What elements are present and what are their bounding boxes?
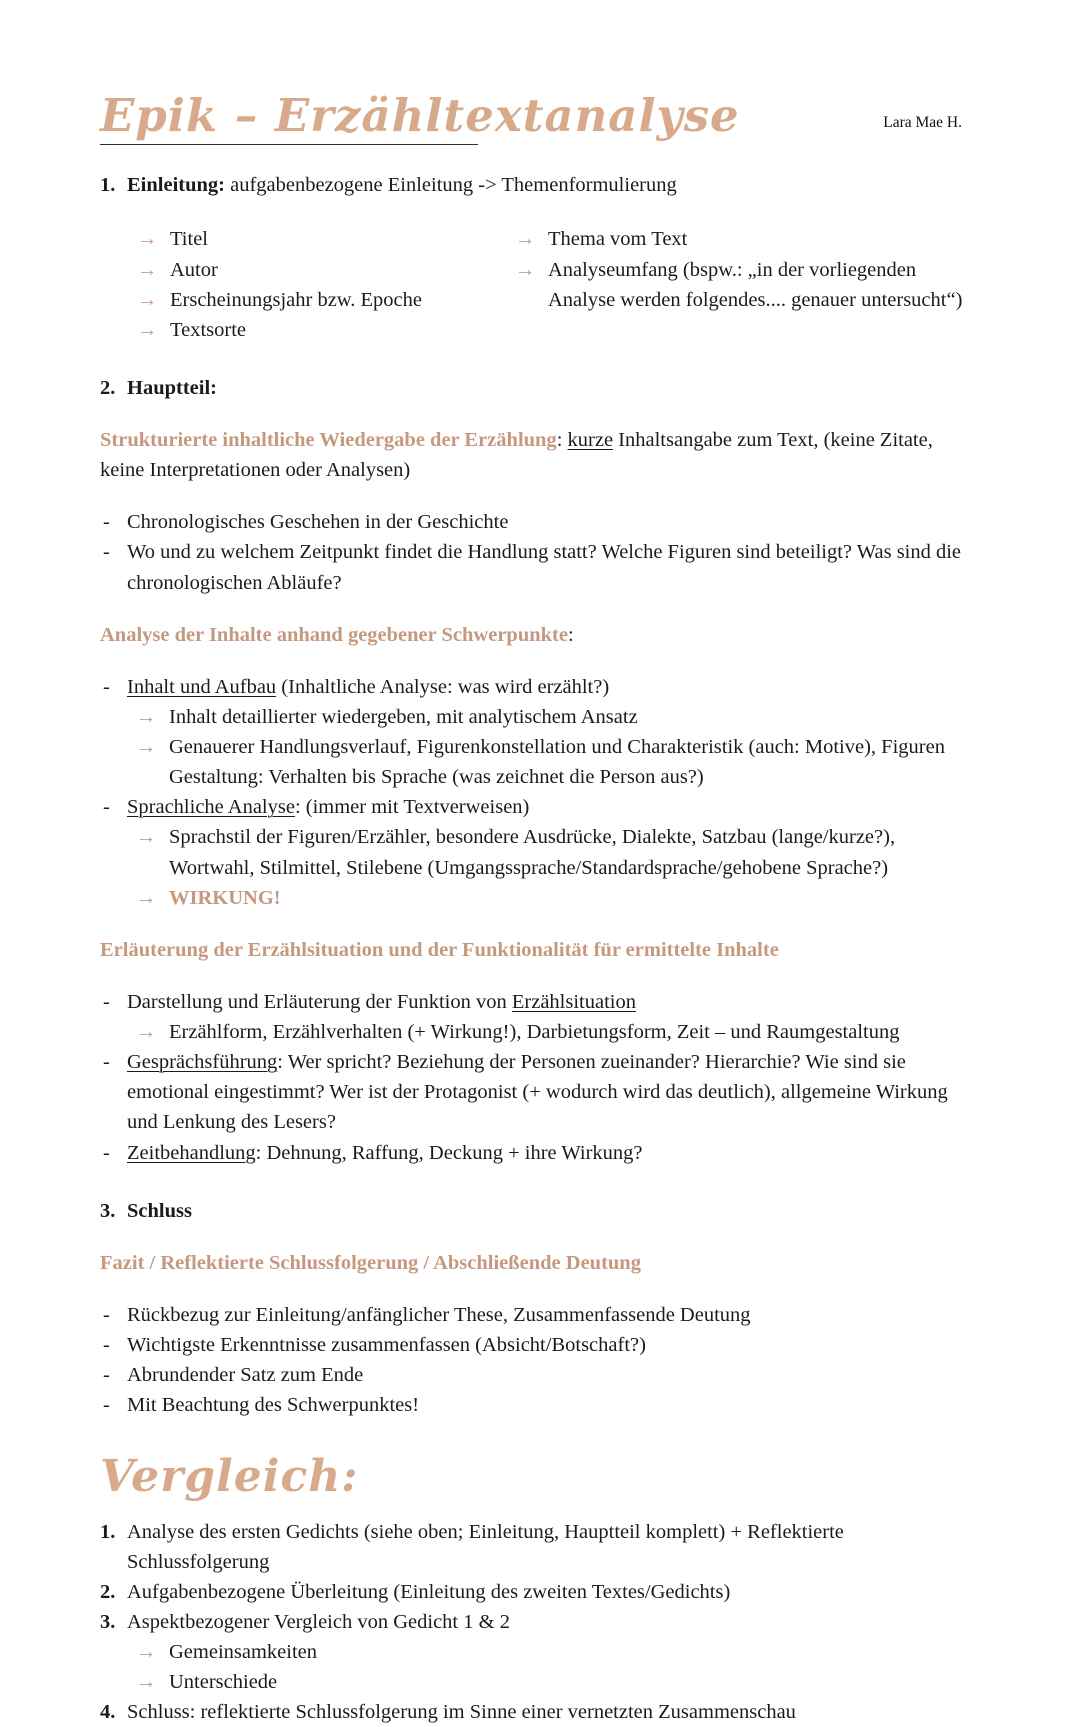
list-item: [100, 1390, 982, 1420]
list-item: [136, 732, 982, 792]
wiedergabe-dash-list: [100, 507, 982, 597]
list-item: [100, 1138, 982, 1168]
underlined-phrase: Inhalt und Aufbau: [127, 675, 277, 698]
wiedergabe-paragraph: [100, 425, 982, 485]
section-label: Einleitung:: [127, 174, 225, 197]
underlined-phrase: Gesprächsführung: [127, 1051, 278, 1074]
list-item: [100, 792, 982, 913]
erlaeuterung-subheading-line: [100, 935, 982, 965]
subheading-analyse: Analyse der Inhalte anhand gegebener Schwerpunkte: [100, 623, 568, 646]
erlaeuterung-dash-list: [100, 987, 982, 1168]
list-item-text: Unterschiede: [169, 1671, 278, 1694]
list-item: [100, 1360, 982, 1390]
dash-bullet-icon: -: [103, 541, 110, 564]
list-item-body: [127, 1607, 982, 1697]
list-item-text: Textsorte: [170, 318, 246, 341]
section-number: 2.: [100, 376, 116, 399]
list-item: [100, 1047, 982, 1137]
list-item: [100, 1517, 982, 1577]
underlined-phrase: Zeitbehandlung: [127, 1141, 256, 1164]
list-item: [515, 255, 982, 315]
list-item-lead: Darstellung und Erläuterung der Funktion von: [127, 990, 512, 1013]
list-item-text: Sprachstil der Figuren/Erzähler, besondere Ausdrücke, Dialekte, Satzbau (lange/kurze?), Wortwahl, Stilmittel, Stilebene (Umgangssprache/Standardsprache/gehobene Sprache?): [169, 826, 896, 879]
list-item: [136, 1667, 982, 1697]
analyse-dash-list: [100, 672, 982, 913]
list-item: [100, 1697, 982, 1727]
list-item-rest: : (immer mit Textverweisen): [294, 796, 530, 819]
arrow-bullet-icon: →: [515, 258, 536, 281]
subheading-fazit: Fazit / Reflektierte Schlussfolgerung / Abschließende Deutung: [100, 1251, 641, 1274]
list-item-text: Schluss: reflektierte Schlussfolgerung im Sinne einer vernetzten Zusammenschau: [127, 1701, 796, 1724]
arrow-bullet-icon: →: [136, 826, 157, 849]
list-item-text: [127, 672, 982, 702]
section-einleitung-heading: [100, 170, 982, 200]
dash-bullet-icon: -: [103, 675, 110, 698]
list-item-text: Chronologisches Geschehen in der Geschichte: [127, 511, 509, 534]
list-item-text: [127, 1047, 982, 1137]
author-name: Lara Mae H.: [883, 114, 962, 131]
arrow-bullet-icon: →: [136, 1671, 157, 1694]
arrow-bullet-icon: →: [136, 1021, 157, 1043]
list-item: [515, 224, 982, 254]
analyse-subheading-line: [100, 620, 982, 650]
arrow-bullet-icon: →: [137, 258, 158, 281]
list-item: [100, 987, 982, 1047]
separator-text: :: [567, 623, 574, 646]
arrow-bullet-icon: →: [515, 228, 536, 251]
schluss-dash-list: [100, 1300, 982, 1421]
section-heading-rest: aufgabenbezogene Einleitung -> Themenformulierung: [224, 174, 677, 197]
dash-bullet-icon: -: [103, 1051, 110, 1074]
list-item-text: Gemeinsamkeiten: [169, 1641, 318, 1664]
list-item-text: Wo und zu welchem Zeitpunkt findet die Handlung statt? Welche Figuren sind beteiligt? Was sind die chronologischen Abläufe?: [127, 541, 962, 594]
list-item: [100, 1300, 982, 1330]
list-item-body: [127, 792, 982, 913]
list-item: [100, 1330, 982, 1360]
subheading-wiedergabe: Strukturierte inhaltliche Wiedergabe der Erzählung: [100, 429, 557, 451]
arrow-bullet-icon: →: [137, 288, 158, 311]
dash-bullet-icon: -: [103, 1141, 110, 1164]
section-label: Hauptteil:: [127, 376, 217, 399]
list-item: [136, 1637, 982, 1667]
section-number: 3.: [100, 1199, 116, 1222]
list-item: [100, 1577, 982, 1607]
document-content: [100, 89, 982, 1727]
list-item-text: Erzählform, Erzählverhalten (+ Wirkung!), Darbietungsform, Zeit – und Raumgestaltung: [169, 1021, 900, 1043]
list-item-text: Inhalt detaillierter wiedergeben, mit analytischem Ansatz: [169, 705, 638, 728]
list-item-text: Analyse des ersten Gedichts (siehe oben; Einleitung, Hauptteil komplett) + Reflektierte Schlussfolgerung: [127, 1520, 844, 1573]
list-item-number: 3.: [100, 1610, 116, 1633]
list-item-number: 2.: [100, 1580, 116, 1603]
list-item-body: [127, 672, 982, 793]
list-item-text: [127, 987, 982, 1017]
list-item: [100, 672, 982, 793]
list-item-text: Genauerer Handlungsverlauf, Figurenkonstellation und Charakteristik (auch: Motive), Figuren Gestaltung: Verhalten bis Sprache (was zeichnet die Person aus?): [169, 736, 945, 789]
vergleich-title: Vergleich:: [100, 1451, 359, 1503]
arrow-bullet-icon: →: [137, 228, 158, 251]
list-item-text: Analyseumfang (bspw.: „in der vorliegenden Analyse werden folgendes.... genauer untersucht“): [548, 258, 963, 311]
list-item: [137, 315, 515, 345]
list-item-body: [127, 987, 982, 1047]
list-item: [136, 702, 982, 732]
subheading-erlaeuterung: Erläuterung der Erzählsituation und der Funktionalität für ermittelte Inhalte: [100, 938, 779, 961]
fazit-subheading-line: [100, 1248, 982, 1278]
list-item: [136, 883, 982, 913]
underlined-phrase: Erzählsituation: [511, 990, 636, 1013]
paragraph-text: Inhaltsangabe zum Text, (keine Zitate, keine Interpretationen oder Analysen): [100, 429, 933, 482]
arrow-bullet-icon: →: [136, 736, 157, 758]
highlight-text: WIRKUNG!: [169, 886, 281, 909]
list-item-text: [127, 1138, 982, 1168]
arrow-bullet-icon: →: [136, 1641, 157, 1664]
list-item-text: Rückbezug zur Einleitung/anfänglicher These, Zusammenfassende Deutung: [127, 1303, 751, 1326]
underlined-phrase: Sprachliche Analyse: [127, 796, 295, 819]
list-item-text: Mit Beachtung des Schwerpunktes!: [127, 1394, 420, 1417]
dash-bullet-icon: -: [103, 796, 110, 819]
list-item-number: 4.: [100, 1701, 116, 1724]
section-hauptteil-heading: [100, 373, 982, 403]
list-item: [137, 255, 515, 285]
title-underline: [100, 144, 478, 145]
list-item: [100, 507, 982, 537]
list-item-text: [127, 792, 982, 822]
arrow-bullet-icon: →: [137, 318, 158, 341]
list-item-rest: (Inhaltliche Analyse: was wird erzählt?): [276, 675, 610, 698]
arrow-bullet-icon: →: [136, 886, 157, 909]
list-item: [136, 1017, 982, 1047]
list-item-text: Abrundender Satz zum Ende: [127, 1364, 364, 1387]
list-item: [137, 224, 515, 254]
einleitung-columns: [100, 224, 982, 345]
list-item-text: Autor: [170, 258, 218, 281]
list-item-text: Thema vom Text: [548, 228, 688, 251]
separator-text: :: [556, 429, 568, 451]
arrow-bullet-icon: →: [136, 705, 157, 728]
list-item: [137, 285, 515, 315]
einleitung-right-column: [515, 224, 982, 345]
underlined-word: kurze: [567, 429, 614, 451]
list-item: [100, 537, 982, 597]
list-item-number: 1.: [100, 1520, 116, 1543]
list-item-rest: : Dehnung, Raffung, Deckung + ihre Wirkung?: [255, 1141, 643, 1164]
list-item: [136, 822, 982, 882]
dash-bullet-icon: -: [103, 1394, 110, 1417]
list-item-text: Erscheinungsjahr bzw. Epoche: [170, 288, 422, 311]
vergleich-list: [100, 1517, 982, 1727]
section-label: Schluss: [127, 1199, 192, 1222]
page-title: Epik – Erzähltextanalyse: [100, 89, 740, 142]
dash-bullet-icon: -: [103, 1334, 110, 1356]
list-item-text: Titel: [170, 228, 208, 251]
list-item-text: Wichtigste Erkenntnisse zusammenfassen (Absicht/Botschaft?): [127, 1334, 646, 1356]
dash-bullet-icon: -: [103, 1364, 110, 1387]
list-item-rest: : Wer spricht? Beziehung der Personen zueinander? Hierarchie? Wie sind sie emotional eingestimmt? Wer ist der Protagonist (+ wodurch wird das deutlich), allgemeine Wirkung und Lenkung des Lesers?: [127, 1051, 948, 1134]
list-item: [100, 1607, 982, 1697]
dash-bullet-icon: -: [103, 511, 110, 534]
section-number: 1.: [100, 174, 116, 197]
dash-bullet-icon: -: [103, 990, 110, 1013]
list-item-text: Aufgabenbezogene Überleitung (Einleitung des zweiten Textes/Gedichts): [127, 1580, 731, 1603]
section-schluss-heading: [100, 1196, 982, 1226]
list-item-text: Aspektbezogener Vergleich von Gedicht 1 & 2: [127, 1610, 510, 1633]
dash-bullet-icon: -: [103, 1303, 110, 1326]
einleitung-left-column: [100, 224, 515, 345]
